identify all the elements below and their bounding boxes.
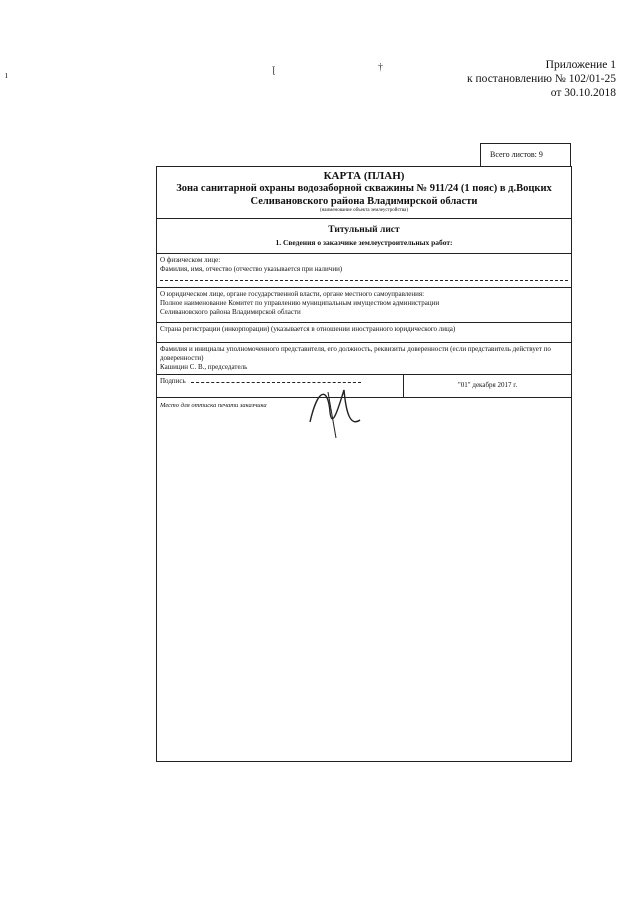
country-label: Страна регистрации (инкорпорации) (указывается в отношении иностранного юридического лица) [160, 325, 456, 333]
individual-block [157, 253, 571, 287]
title-sheet-heading: Титульный лист [328, 225, 400, 235]
appendix-line1: Приложение 1 [545, 59, 616, 71]
form-subtitle-line1: Зона санитарной охраны водозаборной скважины № 911/24 (1 пояс) в д.Воцких [176, 183, 552, 194]
legal-entity-block [157, 287, 571, 322]
signature-label: Подпись [160, 377, 186, 385]
signature-date: "01" декабря 2017 г. [457, 381, 518, 389]
individual-fio-label: Фамилия, имя, отчество (отчество указывается при наличии) [160, 265, 343, 273]
scan-mark: ı [5, 70, 8, 81]
form-subtitle-line2: Селивановского района Владимирской области [250, 196, 478, 207]
legal-entity-name: Полное наименование Комитет по управлению муниципальным имуществом администрации [160, 299, 440, 307]
legal-entity-label: О юридическом лице, органе государственной власти, органе местного самоуправления: [160, 290, 425, 298]
country-block [157, 322, 571, 342]
individual-label: О физическом лице: [160, 256, 221, 264]
appendix-line2: к постановлению № 102/01-25 [467, 73, 616, 85]
stamp-place: Место для оттиска печати заказчика [157, 397, 571, 413]
scan-mark: † [378, 62, 383, 73]
appendix-header [467, 58, 616, 100]
map-plan-form [156, 150, 572, 762]
customer-section-heading: 1. Сведения о заказчике землеустроительных работ: [275, 238, 453, 247]
sheets-total-box: Всего листов: 9 [480, 143, 571, 167]
representative-label: Фамилия и инициалы уполномоченного представителя, его должность, реквизиты доверенности (если представитель действует по доверенности) [160, 345, 551, 362]
appendix-line3: от 30.10.2018 [550, 87, 616, 99]
representative-value: Кашицин С. В., председатель [160, 363, 248, 371]
legal-entity-name-cont: Селивановского района Владимирской области [160, 308, 301, 316]
handwritten-signature [300, 382, 370, 442]
representative-block [157, 342, 571, 374]
individual-fill-line [160, 274, 568, 281]
object-caption: (наименование объекта землеустройства) [157, 208, 571, 219]
scan-mark: ꞁ [272, 64, 276, 75]
form-title: КАРТА (ПЛАН) [323, 170, 405, 182]
